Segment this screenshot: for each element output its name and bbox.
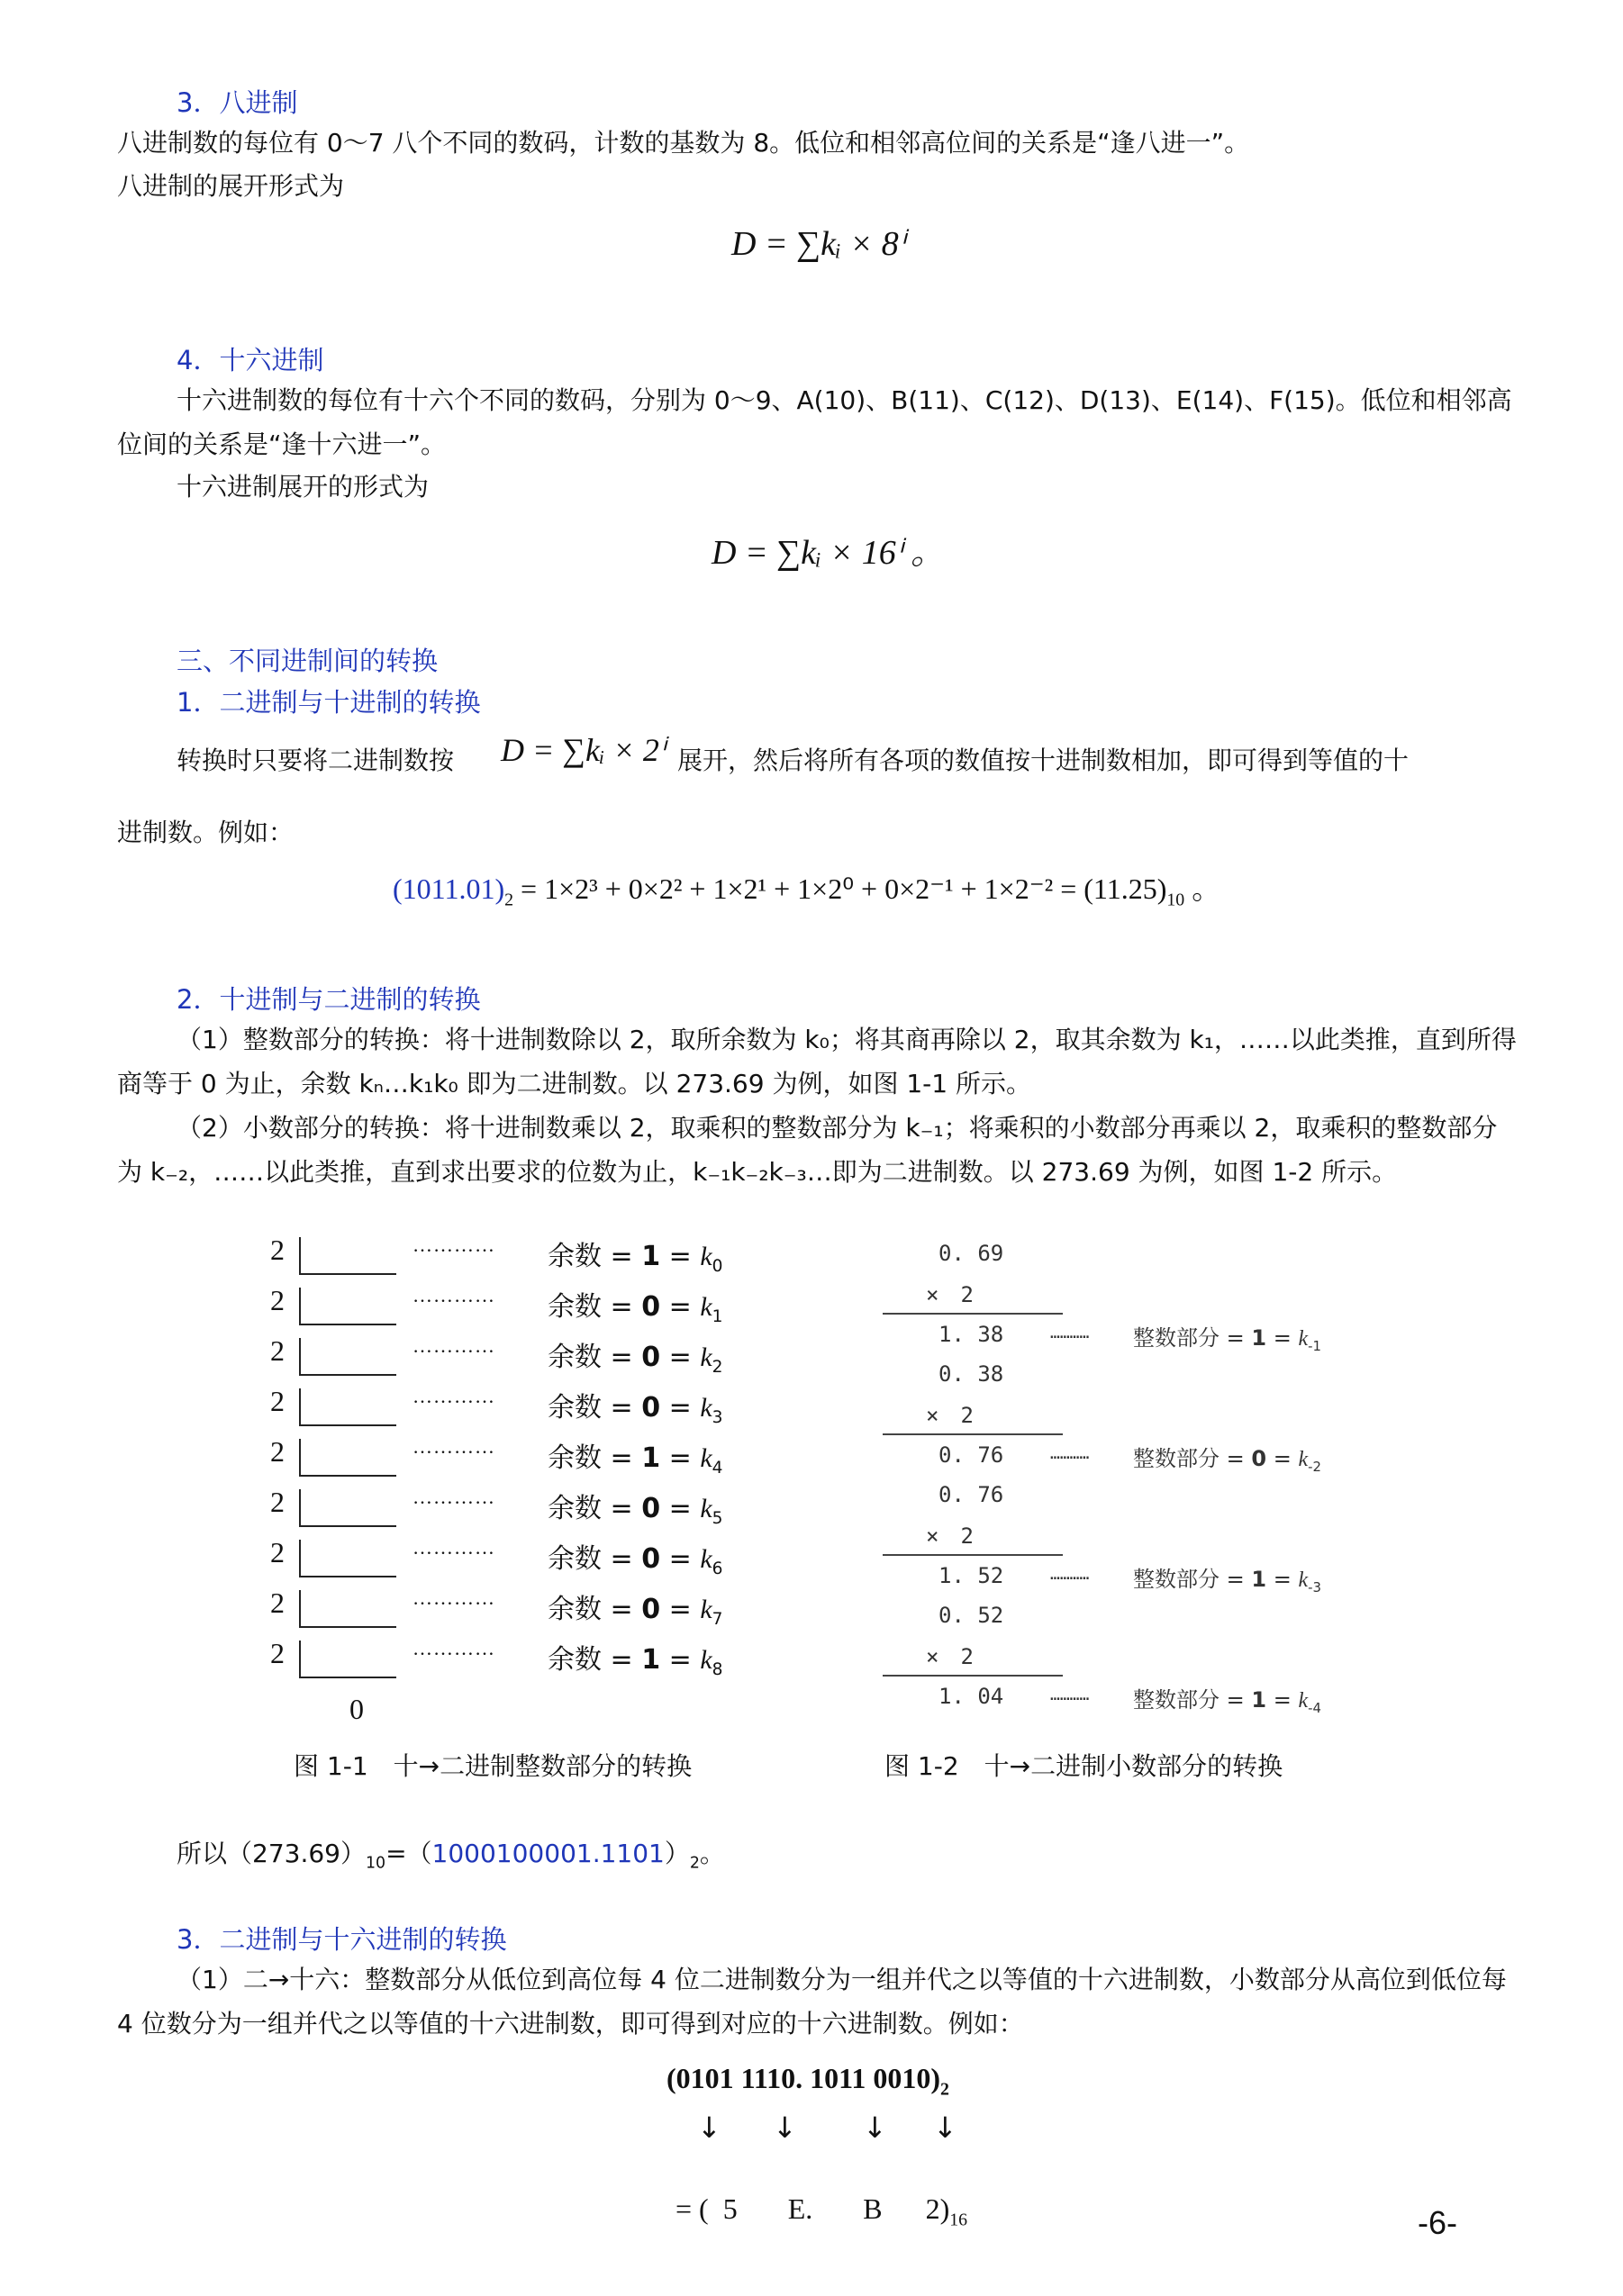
multiplicand: 0. 38	[938, 1361, 1004, 1387]
multiplier: × 2	[926, 1282, 974, 1307]
bin-dec-text-b: 展开，然后将所有各项的数值按十进制数相加，即可得到等值的十	[677, 746, 1410, 775]
division-bracket	[299, 1338, 396, 1376]
product: 1. 38	[938, 1322, 1004, 1347]
multiplier: × 2	[926, 1403, 974, 1428]
figure-1-2	[883, 1241, 1387, 1745]
arrow-4: ↓	[933, 2111, 957, 2145]
dec-bin-paragraph-2: （2）小数部分的转换：将十进制数乘以 2，取乘积的整数部分为 k₋₁；将乘积的小数部分再乘以 2，取乘积的整数部分为 k₋₂，……以此类推，直到求出要求的位数为止，k₋₁k₋₂k₋₃…即为二进制数。以 273.69 为例，如图 1-2 所示。	[117, 1113, 1498, 1187]
division-bracket	[299, 1288, 396, 1325]
multiplier: × 2	[926, 1523, 974, 1549]
result-base-2: 2	[689, 1854, 700, 1873]
hex-paragraph-1: 十六进制数的每位有十六个不同的数码，分别为 0～9、A(10)、B(11)、C(12)、D(13)、E(14)、F(15)。低位和相邻高位间的关系是“逢十六进一”。	[117, 385, 1512, 459]
remainder-label: 余数 = $0 = k_3$	[548, 1392, 723, 1427]
leader-dots: …………	[413, 1536, 495, 1559]
product-rule	[883, 1554, 1063, 1556]
bin-hex-binary: (0101 1110. 1011 0010)	[666, 2062, 941, 2094]
hex-paragraph-2: 十六进制展开的形式为	[177, 472, 430, 502]
leader-dots: …………	[1050, 1565, 1090, 1584]
multiplier: × 2	[926, 1644, 974, 1669]
remainder-label: 余数 = $0 = k_6$	[548, 1543, 723, 1578]
multiplicand: 0. 52	[938, 1603, 1004, 1628]
integer-part-label: 整数部分 = $1 = k_{-3}$	[1133, 1567, 1321, 1595]
leader-dots: …………	[413, 1284, 495, 1306]
bin-hex-base-16: 16	[949, 2210, 968, 2230]
divisor: 2	[270, 1486, 285, 1518]
hex-formula: D = ∑kᵢ × 16ⁱ 。	[712, 534, 945, 572]
leader-dots: …………	[1050, 1324, 1090, 1342]
result-end: 。	[699, 1839, 725, 1868]
heading-hex: 4．十六进制	[177, 345, 324, 375]
bin-hex-result: = ( 5 E. B 2)	[675, 2192, 950, 2225]
leader-dots: …………	[413, 1334, 495, 1357]
product: 0. 76	[938, 1442, 1004, 1468]
integer-part-label: 整数部分 = $0 = k_{-2}$	[1133, 1446, 1321, 1475]
integer-part-label: 整数部分 = $1 = k_{-4}$	[1133, 1687, 1321, 1716]
integer-part-label: 整数部分 = $1 = k_{-1}$	[1133, 1325, 1321, 1354]
heading-bin-dec: 1．二进制与十进制的转换	[177, 687, 481, 718]
leader-dots: …………	[413, 1234, 495, 1256]
product-rule	[883, 1313, 1063, 1315]
division-bracket	[299, 1540, 396, 1577]
divisor: 2	[270, 1435, 285, 1468]
dec-bin-paragraph-1: （1）整数部分的转换：将十进制数除以 2，取所余数为 k₀；将其商再除以 2，取其余数为 k₁，……以此类推，直到所得商等于 0 为止，余数 kₙ…k₁k₀ 即为二进制数。以 273.69 为例，如图 1-1 所示。	[117, 1025, 1517, 1098]
divisor: 2	[270, 1284, 285, 1316]
heading-bin-hex: 3．二进制与十六进制的转换	[177, 1924, 507, 1955]
bin-dec-text-a: 转换时只要将二进制数按	[177, 746, 455, 775]
arrow-1: ↓	[697, 2111, 721, 2145]
multiplicand: 0. 76	[938, 1482, 1004, 1507]
remainder-label: 余数 = $0 = k_5$	[548, 1493, 723, 1528]
division-bracket	[299, 1439, 396, 1477]
product: 1. 52	[938, 1563, 1004, 1588]
bin-hex-base-2: 2	[940, 2079, 949, 2100]
page-number: -6-	[1418, 2204, 1457, 2241]
figure-1-1	[261, 1234, 766, 1738]
result-base-10: 10	[365, 1854, 386, 1873]
division-bracket	[299, 1489, 396, 1527]
remainder-label: 余数 = $1 = k_0$	[548, 1241, 723, 1276]
product: 1. 04	[938, 1684, 1004, 1709]
remainder-label: 余数 = $0 = k_2$	[548, 1342, 723, 1377]
bin-hex-bottom	[647, 2159, 967, 2264]
remainder-label: 余数 = $0 = k_1$	[548, 1291, 723, 1326]
leader-dots: …………	[413, 1486, 495, 1508]
result-binary: 1000100001.1101	[431, 1839, 665, 1868]
result-equals: =（	[385, 1839, 432, 1868]
remainder-label: 余数 = $1 = k_8$	[548, 1644, 723, 1679]
division-bracket	[299, 1641, 396, 1678]
heading-dec-bin: 2．十进制与二进制的转换	[177, 984, 481, 1015]
leader-dots: …………	[413, 1435, 495, 1458]
arrow-2: ↓	[773, 2111, 797, 2145]
octal-paragraph-1: 八进制数的每位有 0～7 八个不同的数码，计数的基数为 8。低位和相邻高位间的关系是“逢八进一”。	[117, 128, 1250, 158]
divisor: 2	[270, 1385, 285, 1417]
leader-dots: …………	[1050, 1444, 1090, 1463]
division-bracket	[299, 1388, 396, 1426]
divisor: 2	[270, 1334, 285, 1367]
bin-dec-text-c: 进制数。例如：	[117, 818, 295, 847]
final-quotient: 0	[349, 1693, 364, 1725]
remainder-label: 余数 = $1 = k_4$	[548, 1442, 723, 1478]
leader-dots: …………	[1050, 1686, 1090, 1704]
arrow-3: ↓	[863, 2111, 887, 2145]
result-prefix: 所以（273.69）	[177, 1839, 366, 1868]
result-close: ）	[664, 1839, 690, 1868]
division-bracket	[299, 1590, 396, 1628]
example-binary: (1011.01)	[393, 872, 505, 905]
remainder-label: 余数 = $0 = k_7$	[548, 1594, 723, 1629]
result-line	[177, 1831, 725, 1886]
divisor: 2	[270, 1536, 285, 1568]
bin-dec-formula: D = ∑kᵢ × 2ⁱ	[501, 732, 666, 768]
leader-dots: …………	[413, 1637, 495, 1659]
example-end: 。	[1192, 872, 1221, 905]
leader-dots: …………	[413, 1586, 495, 1609]
figure-1-2-caption: 图 1-2 十→二进制小数部分的转换	[884, 1751, 1283, 1781]
bin-dec-example: $(1011.01)_2 = 1\times 2^3 + 0\times 2^2 + 1\times 2^1 + 1\times 2^0 + 0\times 2^{-1} + 1\times 2^{-2} = (11.25)_{10}$ 。	[393, 872, 1221, 910]
divisor: 2	[270, 1586, 285, 1619]
figure-1-1-caption: 图 1-1 十→二进制整数部分的转换	[294, 1751, 693, 1781]
octal-formula: D = ∑kᵢ × 8ⁱ	[731, 225, 905, 263]
octal-paragraph-2: 八进制的展开形式为	[117, 171, 345, 201]
bin-hex-paragraph-1: （1）二→十六：整数部分从低位到高位每 4 位二进制数分为一组并代之以等值的十六进制数，小数部分从高位到低位每 4 位数分为一组并代之以等值的十六进制数，即可得到对应的十六进制数。例如：	[117, 1965, 1507, 2038]
example-expansion: = 1×2³ + 0×2² + 1×2¹ + 1×2⁰ + 0×2⁻¹ + 1×2⁻² = (11.25)	[521, 872, 1167, 905]
multiplicand: 0. 69	[938, 1241, 1004, 1266]
product-rule	[883, 1433, 1063, 1435]
heading-conversion: 三、不同进制间的转换	[177, 646, 439, 676]
division-bracket	[299, 1237, 396, 1275]
product-rule	[883, 1675, 1063, 1677]
leader-dots: …………	[413, 1385, 495, 1407]
bin-hex-top	[666, 2062, 949, 2100]
divisor: 2	[270, 1234, 285, 1266]
heading-octal: 3．八进制	[177, 87, 298, 118]
divisor: 2	[270, 1637, 285, 1669]
